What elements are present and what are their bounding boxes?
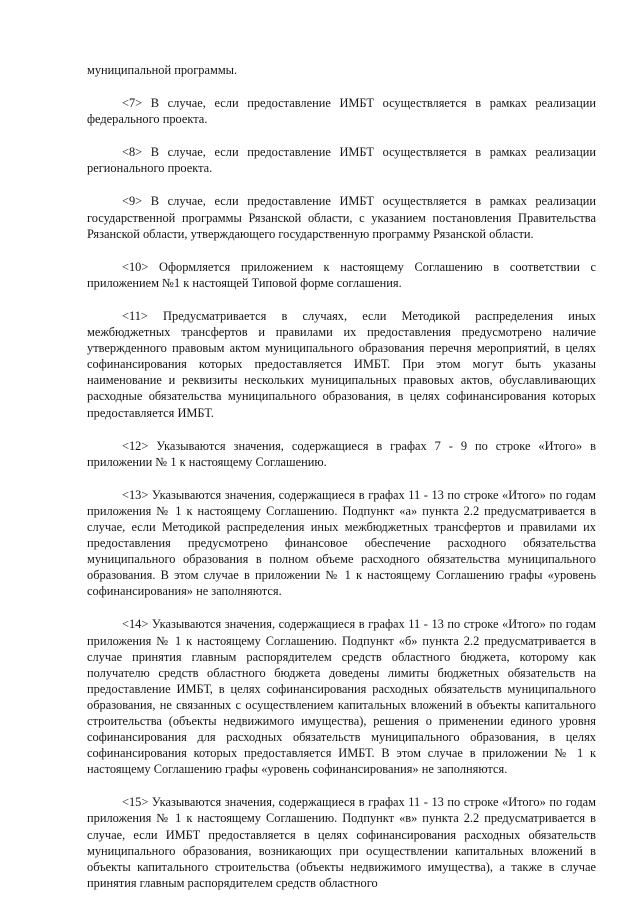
footnote-14: <14> Указываются значения, содержащиеся в графах 11 - 13 по строке «Итого» по годам приложения № 1 к настоящему Соглашению. Подпункт «б» пункта 2.2 предусматривается в случае принятия главным распорядителем средств областного бюджета, которому как получателю средств областного бюджета доведены лимиты бюджетных обязательств на предоставление ИМБТ, в целях софинансирования расходных обязательств муниципального образования, не связанных с осуществлением капитальных вложений в объекты капитального строительства (объекты недвижимого имущества), решения о применении единого уровня софинансирования для расходных обязательств муниципального образования, в целях софинансирования которых предоставляется ИМБТ. В этом случае в приложении № 1 к настоящему Соглашению графы «уровень софинансирования» не заполняются. <box>87 617 596 777</box>
footnote-12: <12> Указываются значения, содержащиеся в графах 7 - 9 по строке «Итого» в приложении № 1 к настоящему Соглашению. <box>87 438 596 469</box>
footnote-7: <7> В случае, если предоставление ИМБТ осуществляется в рамках реализации федерального проекта. <box>87 96 596 127</box>
footnote-11: <11> Предусматривается в случаях, если Методикой распределения иных межбюджетных трансфертов и правилами их предоставления предусмотрено наличие утвержденного правовым актом муниципального образования перечня мероприятий, в целях софинансирования которых предоставляется ИМБТ. При этом могут быть указаны наименование и реквизиты нескольких муниципальных правовых актов, обуславливающих расходные обязательства муниципального образования, в целях софинансирования которых предоставляется ИМБТ. <box>87 308 596 420</box>
footnote-10: <10> Оформляется приложением к настоящему Соглашению в соответствии с приложением №1 к настоящей Типовой форме соглашения. <box>87 259 596 290</box>
footnote-13: <13> Указываются значения, содержащиеся в графах 11 - 13 по строке «Итого» по годам приложения № 1 к настоящему Соглашению. Подпункт «а» пункта 2.2 предусматривается в случае, если Методикой распределения иных межбюджетных трансфертов и правилами их предоставления предусмотрено финансовое обеспечение расходного обязательства муниципального образования в полном объеме расходного обязательства муниципального образования. В этом случае в приложении № 1 к настоящему Соглашению графы «уровень софинансирования» не заполняются. <box>87 487 596 599</box>
footnote-15: <15> Указываются значения, содержащиеся в графах 11 - 13 по строке «Итого» по годам приложения № 1 к настоящему Соглашению. Подпункт «в» пункта 2.2 предусматривается в случае, если ИМБТ предоставляется в целях софинансирования расходных обязательств муниципального образования, возникающих при осуществлении капитальных вложений в объекты капитального строительства (объекты недвижимого имущества), а также в случае принятия главным распорядителем средств областного <box>87 795 596 890</box>
footnote-8: <8> В случае, если предоставление ИМБТ осуществляется в рамках реализации регионального проекта. <box>87 145 596 176</box>
paragraph-continuation: муниципальной программы. <box>87 63 238 77</box>
footnote-9: <9> В случае, если предоставление ИМБТ осуществляется в рамках реализации государственной программы Рязанской области, с указанием постановления Правительства Рязанской области, утверждающего государственную программу Рязанской области. <box>87 194 596 241</box>
